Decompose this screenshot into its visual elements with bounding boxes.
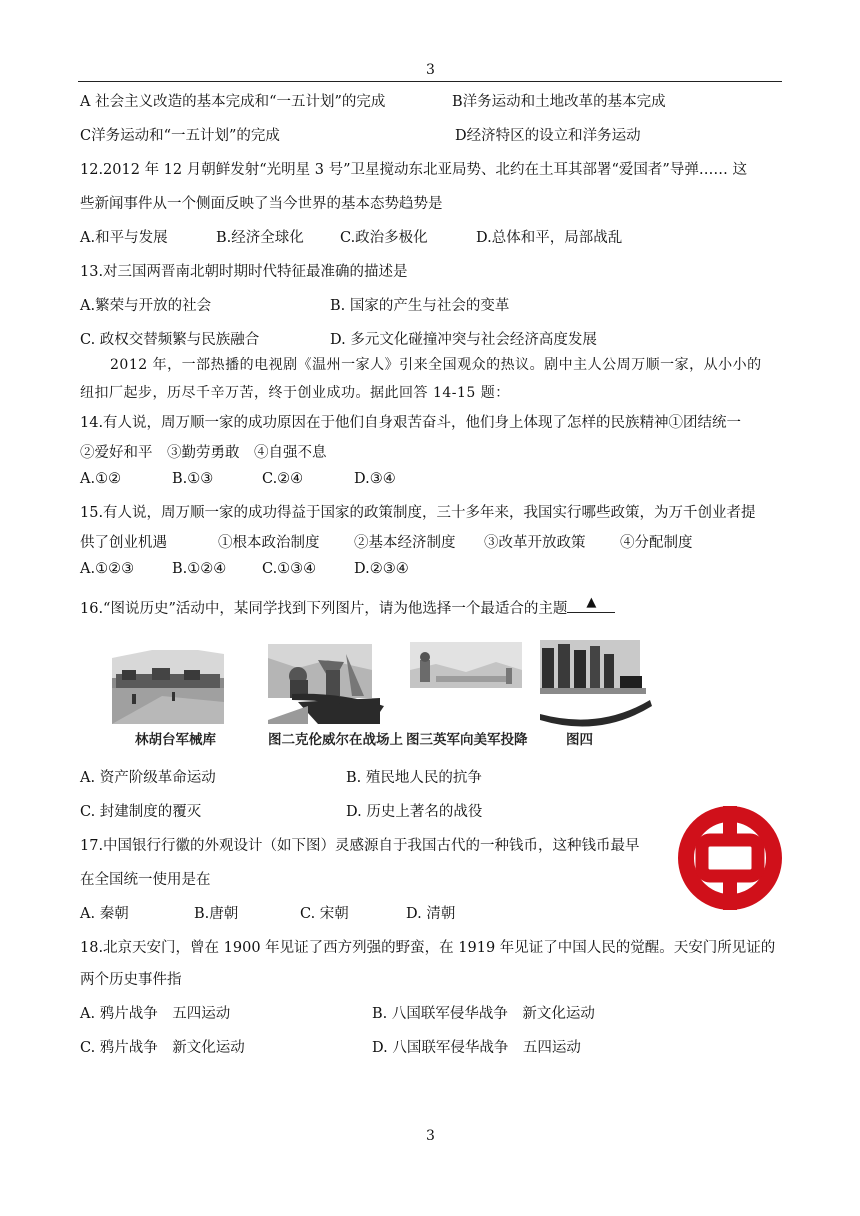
page-number-top: 3 [426,62,435,78]
q16-option-b: B. 殖民地人民的抗争 [346,770,482,786]
q11-option-c: C洋务运动和“一五计划”的完成 [80,128,280,144]
q11-option-d: D经济特区的设立和洋务运动 [455,128,641,144]
q14-stem-line2: ②爱好和平 ③勤劳勇敢 ④自强不息 [80,445,327,461]
q12-stem-line1: 12.2012 年 12 月朝鲜发射“光明星 3 号”卫星搅动东北亚局势、北约在土耳其部署“爱国者”导弹…… 这 [80,162,747,178]
triangle-icon: ▲ [586,595,597,610]
q15-option-a: A.①②③ [80,561,135,577]
q18-option-c: C. 鸦片战争 新文化运动 [80,1040,245,1056]
q12-option-a: A.和平与发展 [80,230,168,246]
caption-2: 图二克伦威尔在战场上 [268,732,403,748]
q17-option-a: A. 秦朝 [80,906,129,922]
q11-option-a: A 社会主义改造的基本完成和“一五计划”的完成 [80,94,386,110]
q17-option-c: C. 宋朝 [300,906,349,922]
q18-stem-line2: 两个历史事件指 [80,972,182,988]
q14-option-a: A.①② [80,471,122,487]
q15-option-c: C.①③④ [262,561,317,577]
material-line1: 2012 年，一部热播的电视剧《温州一家人》引来全国观众的热议。剧中主人公周万顺一家，从小小的 [110,357,762,373]
q13-stem: 13.对三国两晋南北朝时期时代特征最准确的描述是 [80,264,408,280]
q14-option-b: B.①③ [172,471,214,487]
q13-option-d: D. 多元文化碰撞冲突与社会经济高度发展 [330,332,597,348]
q13-option-a: A.繁荣与开放的社会 [80,298,212,314]
caption-4: 图四 [566,732,593,748]
q11-option-b: B洋务运动和土地改革的基本完成 [452,94,666,110]
q15-item-3: ③改革开放政策 [484,535,586,551]
q14-option-c: C.②④ [262,471,304,487]
q18-option-a: A. 鸦片战争 五四运动 [80,1006,231,1022]
q17-option-b: B.唐朝 [194,906,239,922]
q12-option-b: B.经济全球化 [216,230,304,246]
material-line2: 纽扣厂起步，历尽千辛万苦，终于创业成功。据此回答 14-15 题： [80,385,510,401]
q15-item-1: ①根本政治制度 [218,535,320,551]
q15-option-b: B.①②④ [172,561,227,577]
q18-option-d: D. 八国联军侵华战争 五四运动 [372,1040,581,1056]
q13-option-c: C. 政权交替频繁与民族融合 [80,332,260,348]
q18-stem-line1: 18.北京天安门，曾在 1900 年见证了西方列强的野蛮，在 1919 年见证了中国人民的觉醒。天安门所见证的 [80,940,776,956]
q16-stem-text: 16.“图说历史”活动中，某同学找到下列图片，请为他选择一个最适合的主题 [80,601,568,617]
q17-option-d: D. 清朝 [406,906,456,922]
q15-option-d: D.②③④ [354,561,409,577]
q12-option-c: C.政治多极化 [340,230,428,246]
page-number-bottom: 3 [426,1128,435,1144]
q17-stem-line2: 在全国统一使用是在 [80,872,211,888]
q14-stem-line1: 14.有人说，周万顺一家的成功原因在于他们自身艰苦奋斗，他们身上体现了怎样的民族精神①团结统一 [80,415,742,431]
q15-item-2: ②基本经济制度 [354,535,456,551]
q18-option-b: B. 八国联军侵华战争 新文化运动 [372,1006,595,1022]
caption-1: 林胡台军械库 [135,732,216,748]
q15-stem-line2-start: 供了创业机遇 [80,535,167,551]
q12-stem-line2: 些新闻事件从一个侧面反映了当今世界的基本态势趋势是 [80,196,443,212]
q15-stem-line1: 15.有人说，周万顺一家的成功得益于国家的政策制度，三十多年来，我国实行哪些政策，为万千创业者提 [80,505,756,521]
q13-option-b: B. 国家的产生与社会的变革 [330,298,510,314]
caption-3: 图三英军向美军投降 [406,732,528,748]
q14-option-d: D.③④ [354,471,396,487]
q17-stem-line1: 17.中国银行行徽的外观设计（如下图）灵感源自于我国古代的一种钱币，这种钱币最早 [80,838,640,854]
q16-option-a: A. 资产阶级革命运动 [80,770,216,786]
q16-option-d: D. 历史上著名的战役 [346,804,483,820]
q16-option-c: C. 封建制度的覆灭 [80,804,202,820]
bank-of-china-logo [676,804,784,912]
q12-option-d: D.总体和平，局部战乱 [476,230,623,246]
q15-item-4: ④分配制度 [620,535,693,551]
